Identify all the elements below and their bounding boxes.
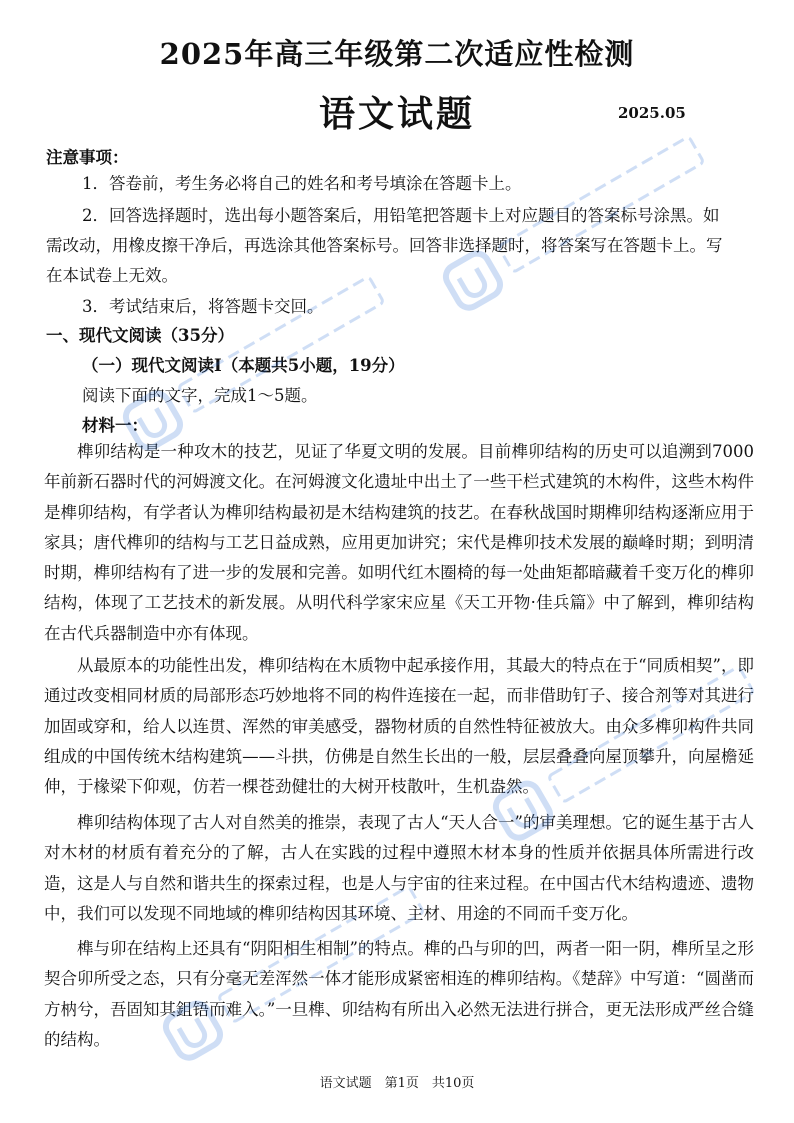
section-heading: 一、现代文阅读（35分） [46, 326, 234, 345]
material-label: 材料一： [82, 416, 148, 435]
notice-item-1: 1．答卷前，考生务必将自己的姓名和考号填涂在答题卡上。 [82, 174, 522, 193]
paragraph-2: 从最原本的功能性出发，榫卯结构在木质物中起承接作用，其最大的特点在于“同质相契”，即通过改变相同材质的局部形态巧妙地将不同的构件连接在一起，而非借助钉子、接合剂等对其进行加固或穿和，给人以连贯、浑然的审美感受，器物材质的自然性特征被放大。由众多榫卯构件共同组成的中国传统木结构建筑——斗拱，仿佛是自然生长出的一般，层层叠叠向屋顶攀升，向屋檐延伸，于椽梁下仰观，仿若一棵苍劲健壮的大树开枝散叶，生机盎然。 [44, 656, 754, 797]
paragraph-3: 榫卯结构体现了古人对自然美的推崇，表现了古人“天人合一”的审美理想。它的诞生基于古人对木材的材质有着充分的了解，古人在实践的过程中遵照木材本身的性质并依据具体所需进行改造，这是人与自然和谐共生的探索过程，也是人与宇宙的往来过程。在中国古代木结构遗迹、遗物中，我们可以发现不同地域的榫卯结构因其环境、主材、用途的不同而千变万化。 [44, 813, 754, 923]
notice-item-3: 3．考试结束后，将答题卡交回。 [82, 297, 324, 316]
notice-item-2-line-3: 在本试卷上无效。 [46, 266, 178, 285]
paragraph-4: 榫与卯在结构上还具有“阴阳相生相制”的特点。榫的凸与卯的凹，两者一阳一阴，榫所呈之形契合卯所受之态，只有分毫无差浑然一体才能形成紧密相连的榫卯结构。《楚辞》中写道：“圆凿而方枘兮，吾固知其鉏铻而难入。”一旦榫、卯结构有所出入必然无法进行拼合，更无法形成严丝合缝的结构。 [44, 939, 754, 1049]
section-instruction: 阅读下面的文字，完成1～5题。 [82, 386, 318, 405]
paragraph-1: 榫卯结构是一种攻木的技艺，见证了华夏文明的发展。目前榫卯结构的历史可以追溯到7000年前新石器时代的河姆渡文化。在河姆渡文化遗址中出土了一些干栏式建筑的木构件，这些木构件是榫卯结构，有学者认为榫卯结构最初是木结构建筑的技艺。在春秋战国时期榫卯结构逐渐应用于家具；唐代榫卯的结构与工艺日益成熟，应用更加讲究；宋代是榫卯技术发展的巅峰时期；到明清时期，榫卯结构有了进一步的发展和完善。如明代红木圈椅的每一处曲矩都暗藏着千变万化的榫卯结构，体现了工艺技术的新发展。从明代科学家宋应星《天工开物·佳兵篇》中了解到，榫卯结构在古代兵器制造中亦有体现。 [44, 442, 754, 643]
exam-title: 2025年高三年级第二次适应性检测 [159, 37, 635, 71]
section-subheading: （一）现代文阅读Ⅰ（本题共5小题，19分） [82, 356, 405, 375]
exam-date: 2025.05 [618, 104, 686, 122]
notice-item-2-line-1: 2．回答选择题时，选出每小题答案后，用铅笔把答题卡上对应题目的答案标号涂黑。如 [82, 206, 720, 225]
page-footer: 语文试题 第1页 共10页 [319, 1076, 475, 1091]
notice-heading: 注意事项： [46, 148, 129, 167]
notice-item-2-line-2: 需改动，用橡皮擦干净后，再选涂其他答案标号。回答非选择题时，将答案写在答题卡上。写 [46, 236, 723, 255]
exam-subject-title: 语文试题 [318, 93, 475, 135]
